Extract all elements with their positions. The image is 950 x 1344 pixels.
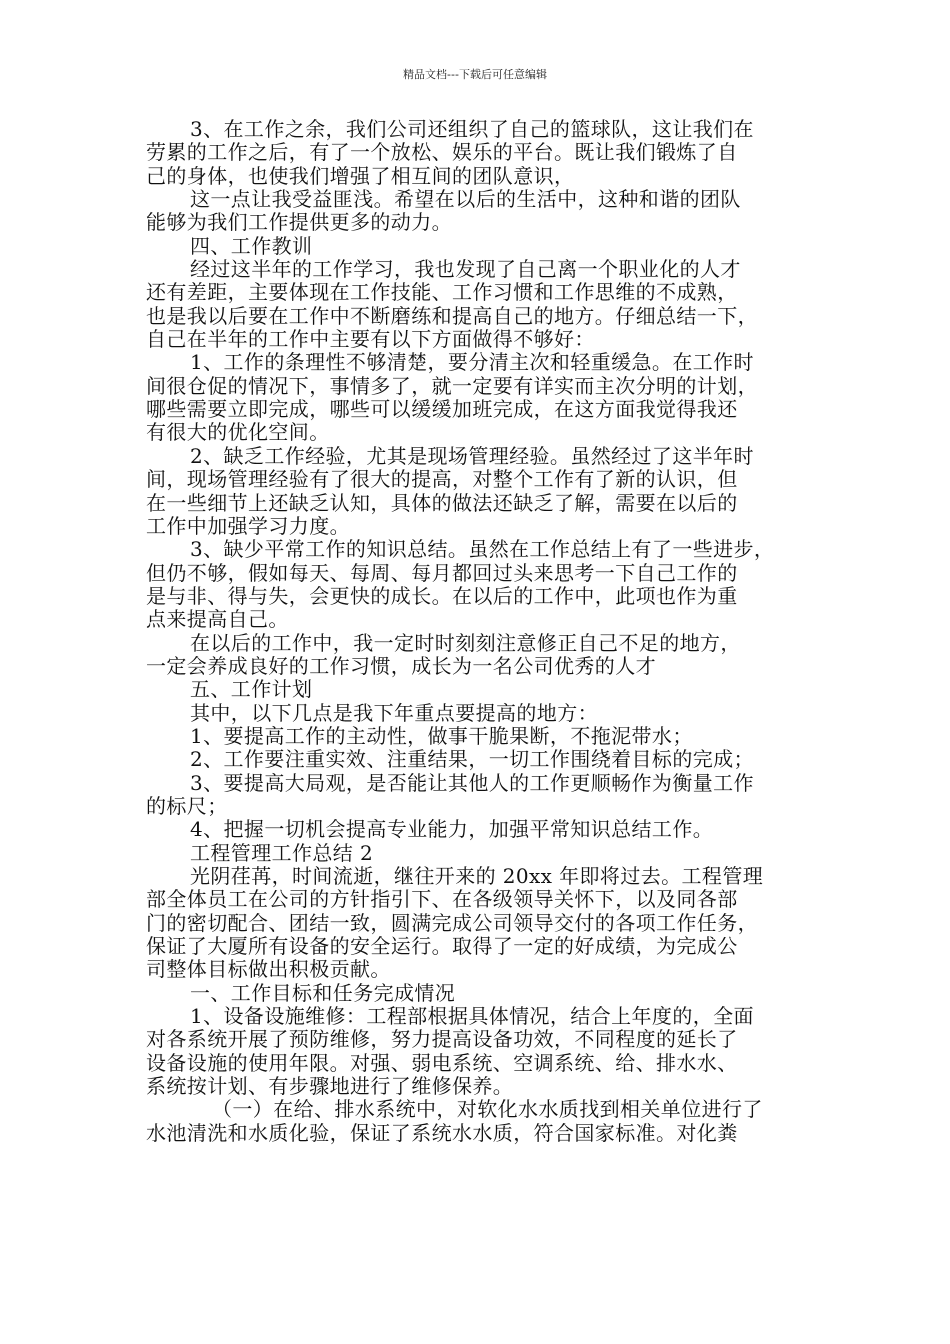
- text-line: 劳累的工作之后，有了一个放松、娱乐的平台。既让我们锻炼了自: [146, 140, 738, 165]
- text-line: 司整体目标做出积极贡献。: [146, 957, 391, 982]
- text-line: （一）在给、排水系统中，对软化水水质找到相关单位进行了: [212, 1097, 763, 1122]
- text-line: 间，现场管理经验有了很大的提高，对整个工作有了新的认识，但: [146, 467, 738, 492]
- text-line: 经过这半年的工作学习，我也发现了自己离一个职业化的人才: [190, 257, 741, 282]
- text-line: 是与非、得与失，会更快的成长。在以后的工作中，此项也作为重: [146, 583, 738, 608]
- text-line: 五、工作计划: [190, 677, 313, 702]
- text-line: 4、把握一切机会提高专业能力，加强平常知识总结工作。: [190, 817, 714, 842]
- text-line: 在以后的工作中，我一定时时刻刻注意修正自己不足的地方，: [190, 630, 741, 655]
- text-line: 但仍不够，假如每天、每周、每月都回过头来思考一下自己工作的: [146, 560, 738, 585]
- text-line: 2、工作要注重实效、注重结果，一切工作围绕着目标的完成；: [190, 747, 754, 772]
- text-line: 设备设施的使用年限。对强、弱电系统、空调系统、给、排水水、: [146, 1050, 738, 1075]
- text-line: 一定会养成良好的工作习惯，成长为一名公司优秀的人才: [146, 653, 656, 678]
- text-line: 还有差距，主要体现在工作技能、工作习惯和工作思维的不成熟，: [146, 280, 738, 305]
- text-line: 哪些需要立即完成，哪些可以缓缓加班完成，在这方面我觉得我还: [146, 397, 738, 422]
- text-line: 保证了大厦所有设备的安全运行。取得了一定的好成绩，为完成公: [146, 934, 738, 959]
- text-line: 能够为我们工作提供更多的动力。: [146, 210, 452, 235]
- text-line: 一、工作目标和任务完成情况: [190, 980, 456, 1005]
- text-line: 也是我以后要在工作中不断磨练和提高自己的地方。仔细总结一下，: [146, 303, 758, 328]
- text-line: 光阴荏苒，时间流逝，继往开来的 20xx 年即将过去。工程管理: [190, 864, 764, 888]
- document-body: [146, 118, 806, 1145]
- text-line: 工程管理工作总结 2: [190, 840, 374, 865]
- text-line: 1、要提高工作的主动性，做事干脆果断，不拖泥带水；: [190, 723, 693, 748]
- text-line: 有很大的优化空间。: [146, 420, 330, 445]
- text-line: 1、设备设施维修：工程部根据具体情况，结合上年度的，全面: [190, 1004, 754, 1029]
- text-line: 1、工作的条理性不够清楚，要分清主次和轻重缓急。在工作时: [190, 350, 754, 375]
- text-line: 四、工作教训: [190, 233, 313, 258]
- text-line: 其中，以下几点是我下年重点要提高的地方：: [190, 700, 598, 725]
- text-line: 的标尺；: [146, 793, 228, 818]
- text-line: 2、缺乏工作经验，尤其是现场管理经验。虽然经过了这半年时: [190, 443, 754, 468]
- text-line: 3、在工作之余，我们公司还组织了自己的篮球队，这让我们在: [190, 117, 754, 141]
- page-header: 精品文档---下载后可任意编辑: [403, 68, 547, 81]
- text-line: 3、要提高大局观，是否能让其他人的工作更顺畅作为衡量工作: [190, 770, 754, 795]
- text-line: 部全体员工在公司的方针指引下、在各级领导关怀下，以及同各部: [146, 887, 738, 912]
- text-line: 间很仓促的情况下，事情多了，就一定要有详实而主次分明的计划，: [146, 373, 758, 398]
- text-line: 这一点让我受益匪浅。希望在以后的生活中，这种和谐的团队: [190, 187, 741, 212]
- text-line: 工作中加强学习力度。: [146, 513, 350, 538]
- text-line: 3、缺少平常工作的知识总结。虽然在工作总结上有了一些进步，: [190, 537, 775, 562]
- text-line: 系统按计划、有步骤地进行了维修保养。: [146, 1074, 514, 1099]
- text-line: 点来提高自己。: [146, 607, 289, 632]
- text-line: 己的身体，也使我们增强了相互间的团队意识，: [146, 163, 575, 188]
- text-line: 自己在半年的工作中主要有以下方面做得不够好：: [146, 327, 595, 352]
- text-line: 对各系统开展了预防维修，努力提高设备功效，不同程度的延长了: [146, 1027, 738, 1052]
- text-line: 水池清洗和水质化验，保证了系统水水质，符合国家标准。对化粪: [146, 1120, 738, 1145]
- text-line: 在一些细节上还缺乏认知，具体的做法还缺乏了解，需要在以后的: [146, 490, 738, 515]
- text-line: 门的密切配合、团结一致，圆满完成公司领导交付的各项工作任务，: [146, 910, 758, 935]
